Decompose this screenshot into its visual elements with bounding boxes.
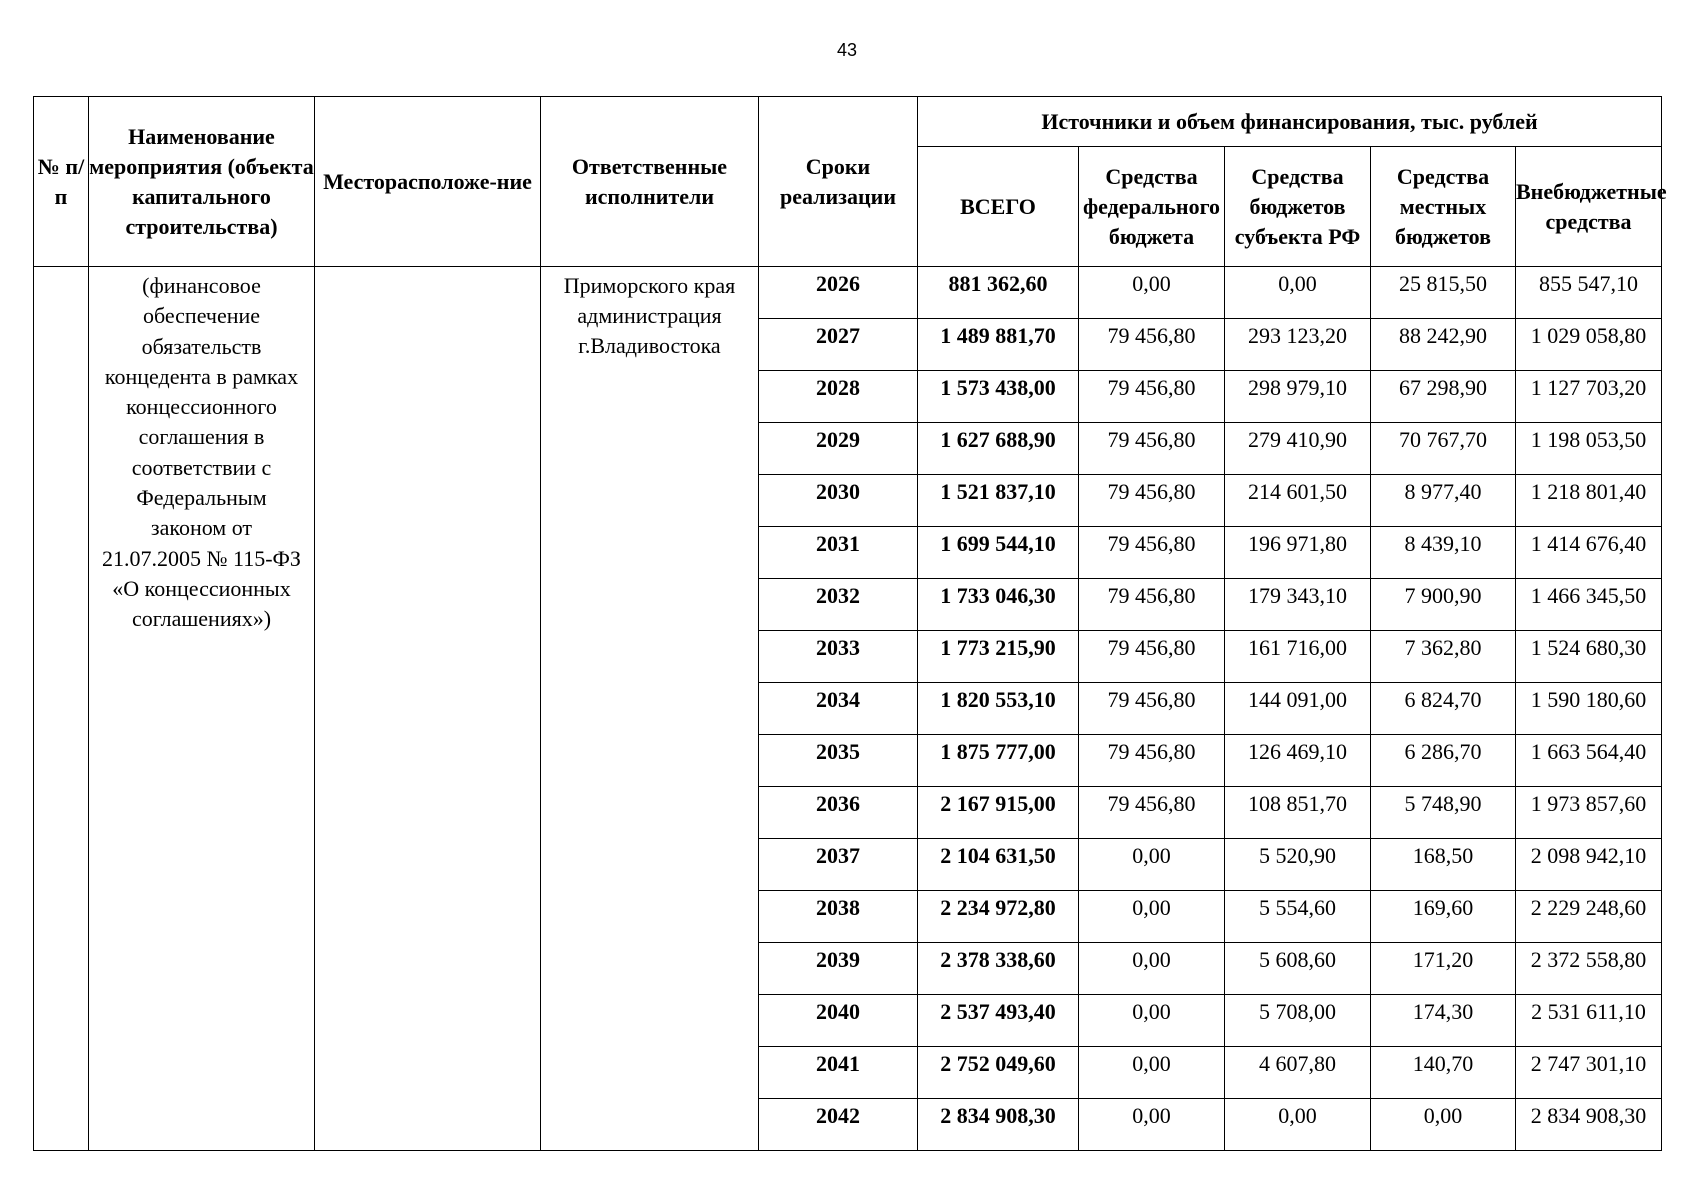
header-name: Наименование мероприятия (объекта капитального строительства) bbox=[89, 97, 315, 267]
regional-cell: 279 410,90 bbox=[1225, 423, 1371, 475]
federal-cell: 79 456,80 bbox=[1079, 475, 1225, 527]
regional-cell: 298 979,10 bbox=[1225, 371, 1371, 423]
financing-table bbox=[33, 96, 1667, 1151]
total-cell: 881 362,60 bbox=[918, 267, 1079, 319]
local-cell: 168,50 bbox=[1371, 839, 1516, 891]
local-cell: 174,30 bbox=[1371, 995, 1516, 1047]
total-cell: 1 627 688,90 bbox=[918, 423, 1079, 475]
local-cell: 7 362,80 bbox=[1371, 631, 1516, 683]
year-cell: 2036 bbox=[759, 787, 918, 839]
extra-cell: 1 590 180,60 bbox=[1516, 683, 1662, 735]
year-cell: 2038 bbox=[759, 891, 918, 943]
year-cell: 2039 bbox=[759, 943, 918, 995]
local-cell: 67 298,90 bbox=[1371, 371, 1516, 423]
regional-cell: 4 607,80 bbox=[1225, 1047, 1371, 1099]
federal-cell: 79 456,80 bbox=[1079, 527, 1225, 579]
total-cell: 2 834 908,30 bbox=[918, 1099, 1079, 1151]
year-cell: 2035 bbox=[759, 735, 918, 787]
page-number: 43 bbox=[836, 40, 858, 60]
total-cell: 1 699 544,10 bbox=[918, 527, 1079, 579]
total-cell: 2 378 338,60 bbox=[918, 943, 1079, 995]
local-cell: 88 242,90 bbox=[1371, 319, 1516, 371]
total-cell: 1 521 837,10 bbox=[918, 475, 1079, 527]
regional-cell: 5 608,60 bbox=[1225, 943, 1371, 995]
header-total: ВСЕГО bbox=[918, 147, 1079, 267]
total-cell: 1 573 438,00 bbox=[918, 371, 1079, 423]
regional-cell: 0,00 bbox=[1225, 1099, 1371, 1151]
federal-cell: 79 456,80 bbox=[1079, 371, 1225, 423]
year-cell: 2030 bbox=[759, 475, 918, 527]
regional-cell: 5 708,00 bbox=[1225, 995, 1371, 1047]
extra-cell: 1 127 703,20 bbox=[1516, 371, 1662, 423]
year-cell: 2031 bbox=[759, 527, 918, 579]
total-cell: 2 537 493,40 bbox=[918, 995, 1079, 1047]
header-regional: Средства бюджетов субъекта РФ bbox=[1225, 147, 1371, 267]
extra-cell: 2 229 248,60 bbox=[1516, 891, 1662, 943]
regional-cell: 126 469,10 bbox=[1225, 735, 1371, 787]
federal-cell: 0,00 bbox=[1079, 891, 1225, 943]
total-cell: 1 489 881,70 bbox=[918, 319, 1079, 371]
federal-cell: 79 456,80 bbox=[1079, 735, 1225, 787]
year-cell: 2042 bbox=[759, 1099, 918, 1151]
local-cell: 6 824,70 bbox=[1371, 683, 1516, 735]
regional-cell: 179 343,10 bbox=[1225, 579, 1371, 631]
regional-cell: 5 520,90 bbox=[1225, 839, 1371, 891]
federal-cell: 79 456,80 bbox=[1079, 423, 1225, 475]
federal-cell: 0,00 bbox=[1079, 943, 1225, 995]
total-cell: 1 773 215,90 bbox=[918, 631, 1079, 683]
local-cell: 8 439,10 bbox=[1371, 527, 1516, 579]
local-cell: 6 286,70 bbox=[1371, 735, 1516, 787]
header-responsible: Ответственные исполнители bbox=[541, 97, 759, 267]
year-cell: 2027 bbox=[759, 319, 918, 371]
federal-cell: 79 456,80 bbox=[1079, 683, 1225, 735]
year-cell: 2041 bbox=[759, 1047, 918, 1099]
year-cell: 2026 bbox=[759, 267, 918, 319]
local-cell: 7 900,90 bbox=[1371, 579, 1516, 631]
extra-cell: 1 973 857,60 bbox=[1516, 787, 1662, 839]
year-cell: 2028 bbox=[759, 371, 918, 423]
total-cell: 2 234 972,80 bbox=[918, 891, 1079, 943]
header-location: Месторасположе-ние bbox=[315, 97, 541, 267]
total-cell: 2 167 915,00 bbox=[918, 787, 1079, 839]
federal-cell: 0,00 bbox=[1079, 995, 1225, 1047]
header-num: № п/п bbox=[34, 97, 89, 267]
extra-cell: 2 098 942,10 bbox=[1516, 839, 1662, 891]
location-cell bbox=[315, 267, 541, 1151]
local-cell: 171,20 bbox=[1371, 943, 1516, 995]
extra-cell: 2 531 611,10 bbox=[1516, 995, 1662, 1047]
year-cell: 2034 bbox=[759, 683, 918, 735]
header-local: Средства местных бюджетов bbox=[1371, 147, 1516, 267]
year-cell: 2037 bbox=[759, 839, 918, 891]
regional-cell: 161 716,00 bbox=[1225, 631, 1371, 683]
local-cell: 8 977,40 bbox=[1371, 475, 1516, 527]
total-cell: 2 104 631,50 bbox=[918, 839, 1079, 891]
year-cell: 2029 bbox=[759, 423, 918, 475]
total-cell: 1 733 046,30 bbox=[918, 579, 1079, 631]
regional-cell: 293 123,20 bbox=[1225, 319, 1371, 371]
local-cell: 5 748,90 bbox=[1371, 787, 1516, 839]
total-cell: 1 820 553,10 bbox=[918, 683, 1079, 735]
federal-cell: 0,00 bbox=[1079, 1047, 1225, 1099]
federal-cell: 79 456,80 bbox=[1079, 579, 1225, 631]
federal-cell: 0,00 bbox=[1079, 1099, 1225, 1151]
total-cell: 1 875 777,00 bbox=[918, 735, 1079, 787]
year-cell: 2032 bbox=[759, 579, 918, 631]
federal-cell: 79 456,80 bbox=[1079, 319, 1225, 371]
federal-cell: 0,00 bbox=[1079, 839, 1225, 891]
extra-cell: 1 466 345,50 bbox=[1516, 579, 1662, 631]
regional-cell: 144 091,00 bbox=[1225, 683, 1371, 735]
regional-cell: 5 554,60 bbox=[1225, 891, 1371, 943]
extra-cell: 2 747 301,10 bbox=[1516, 1047, 1662, 1099]
local-cell: 140,70 bbox=[1371, 1047, 1516, 1099]
extra-cell: 2 834 908,30 bbox=[1516, 1099, 1662, 1151]
regional-cell: 108 851,70 bbox=[1225, 787, 1371, 839]
header-extra: Внебюджетные средства bbox=[1516, 147, 1662, 267]
header-period: Сроки реализации bbox=[759, 97, 918, 267]
table-row bbox=[34, 267, 1662, 319]
federal-cell: 79 456,80 bbox=[1079, 787, 1225, 839]
table-body bbox=[34, 267, 1662, 1151]
extra-cell: 1 218 801,40 bbox=[1516, 475, 1662, 527]
federal-cell: 0,00 bbox=[1079, 267, 1225, 319]
local-cell: 169,60 bbox=[1371, 891, 1516, 943]
local-cell: 25 815,50 bbox=[1371, 267, 1516, 319]
total-cell: 2 752 049,60 bbox=[918, 1047, 1079, 1099]
local-cell: 70 767,70 bbox=[1371, 423, 1516, 475]
extra-cell: 2 372 558,80 bbox=[1516, 943, 1662, 995]
row-number-cell bbox=[34, 267, 89, 1151]
measure-description: (финансовое обеспечение обязательств концедента в рамках концессионного соглашения в соответствии с Федеральным законом от 21.07.2005 № 115-ФЗ «О концессионных соглашениях») bbox=[89, 267, 315, 1151]
year-cell: 2040 bbox=[759, 995, 918, 1047]
responsible-executors: Приморского края администрация г.Владивостока bbox=[541, 267, 759, 1151]
extra-cell: 1 198 053,50 bbox=[1516, 423, 1662, 475]
extra-cell: 1 524 680,30 bbox=[1516, 631, 1662, 683]
extra-cell: 1 663 564,40 bbox=[1516, 735, 1662, 787]
regional-cell: 214 601,50 bbox=[1225, 475, 1371, 527]
local-cell: 0,00 bbox=[1371, 1099, 1516, 1151]
extra-cell: 1 029 058,80 bbox=[1516, 319, 1662, 371]
extra-cell: 855 547,10 bbox=[1516, 267, 1662, 319]
federal-cell: 79 456,80 bbox=[1079, 631, 1225, 683]
year-cell: 2033 bbox=[759, 631, 918, 683]
header-federal: Средства федерального бюджета bbox=[1079, 147, 1225, 267]
header-sources: Источники и объем финансирования, тыс. рублей bbox=[918, 97, 1662, 147]
regional-cell: 0,00 bbox=[1225, 267, 1371, 319]
regional-cell: 196 971,80 bbox=[1225, 527, 1371, 579]
extra-cell: 1 414 676,40 bbox=[1516, 527, 1662, 579]
